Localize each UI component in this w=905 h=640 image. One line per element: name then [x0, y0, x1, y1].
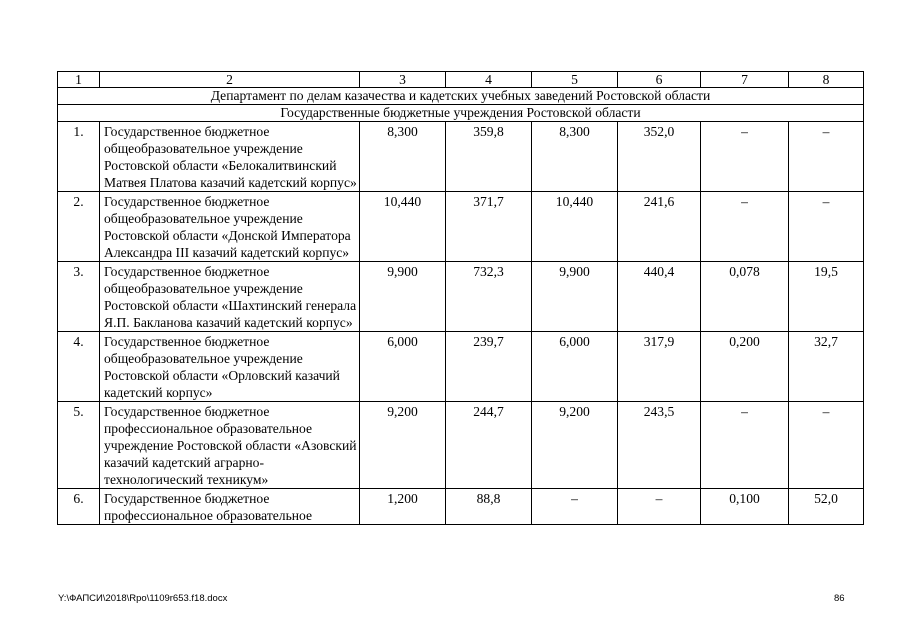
column-number: 7 — [701, 72, 789, 88]
cell-col6: 440,4 — [618, 262, 701, 332]
table-row — [58, 262, 864, 332]
column-number: 3 — [360, 72, 446, 88]
cell-col5: 10,440 — [532, 192, 618, 262]
data-table — [57, 71, 864, 525]
row-number: 1. — [58, 122, 100, 192]
cell-col3: 9,200 — [360, 402, 446, 489]
table-row — [58, 122, 864, 192]
cell-col3: 8,300 — [360, 122, 446, 192]
column-number: 2 — [100, 72, 360, 88]
file-path-footer: Y:\ФАПСИ\2018\Rpo\1109r653.f18.docx — [58, 593, 228, 604]
cell-col7: – — [701, 122, 789, 192]
cell-col4: 239,7 — [446, 332, 532, 402]
cell-col6: 352,0 — [618, 122, 701, 192]
department-row — [58, 88, 864, 105]
cell-col4: 371,7 — [446, 192, 532, 262]
cell-col8: – — [789, 192, 864, 262]
department-heading: Департамент по делам казачества и кадетских учебных заведений Ростовской области — [58, 88, 864, 105]
table-row — [58, 192, 864, 262]
cell-col5: 9,200 — [532, 402, 618, 489]
cell-col3: 6,000 — [360, 332, 446, 402]
page-number: 86 — [834, 593, 845, 604]
institution-name: Государственное бюджетное общеобразовательное учреждение Ростовской области «Донской Императора Александра III казачий кадетский корпус» — [100, 192, 360, 262]
cell-col8: 32,7 — [789, 332, 864, 402]
cell-col5: 6,000 — [532, 332, 618, 402]
cell-col8: – — [789, 402, 864, 489]
column-number: 6 — [618, 72, 701, 88]
cell-col4: 359,8 — [446, 122, 532, 192]
institution-name: Государственное бюджетное профессиональное образовательное — [100, 489, 360, 525]
cell-col6: 243,5 — [618, 402, 701, 489]
cell-col7: – — [701, 402, 789, 489]
column-number: 8 — [789, 72, 864, 88]
cell-col3: 9,900 — [360, 262, 446, 332]
row-number: 6. — [58, 489, 100, 525]
institution-name: Государственное бюджетное профессиональное образовательное учреждение Ростовской области «Азовский казачий кадетский аграрно-технологический техникум» — [100, 402, 360, 489]
cell-col6: – — [618, 489, 701, 525]
cell-col7: – — [701, 192, 789, 262]
institution-name: Государственное бюджетное общеобразовательное учреждение Ростовской области «Белокалитвинский Матвея Платова казачий кадетский корпус» — [100, 122, 360, 192]
table-row — [58, 489, 864, 525]
cell-col8: 52,0 — [789, 489, 864, 525]
row-number: 5. — [58, 402, 100, 489]
cell-col3: 1,200 — [360, 489, 446, 525]
table-row — [58, 402, 864, 489]
column-number-row — [58, 72, 864, 88]
cell-col7: 0,200 — [701, 332, 789, 402]
cell-col5: 9,900 — [532, 262, 618, 332]
row-number: 3. — [58, 262, 100, 332]
column-number: 1 — [58, 72, 100, 88]
cell-col7: 0,078 — [701, 262, 789, 332]
table-row — [58, 332, 864, 402]
column-number: 5 — [532, 72, 618, 88]
row-number: 4. — [58, 332, 100, 402]
cell-col5: – — [532, 489, 618, 525]
section-row — [58, 105, 864, 122]
cell-col3: 10,440 — [360, 192, 446, 262]
row-number: 2. — [58, 192, 100, 262]
cell-col8: – — [789, 122, 864, 192]
cell-col7: 0,100 — [701, 489, 789, 525]
cell-col4: 244,7 — [446, 402, 532, 489]
institution-name: Государственное бюджетное общеобразовательное учреждение Ростовской области «Шахтинский генерала Я.П. Бакланова казачий кадетский корпус» — [100, 262, 360, 332]
institution-name: Государственное бюджетное общеобразовательное учреждение Ростовской области «Орловский казачий кадетский корпус» — [100, 332, 360, 402]
document-sheet — [57, 71, 864, 525]
cell-col6: 241,6 — [618, 192, 701, 262]
cell-col4: 88,8 — [446, 489, 532, 525]
column-number: 4 — [446, 72, 532, 88]
cell-col4: 732,3 — [446, 262, 532, 332]
cell-col5: 8,300 — [532, 122, 618, 192]
cell-col6: 317,9 — [618, 332, 701, 402]
section-heading: Государственные бюджетные учреждения Ростовской области — [58, 105, 864, 122]
cell-col8: 19,5 — [789, 262, 864, 332]
